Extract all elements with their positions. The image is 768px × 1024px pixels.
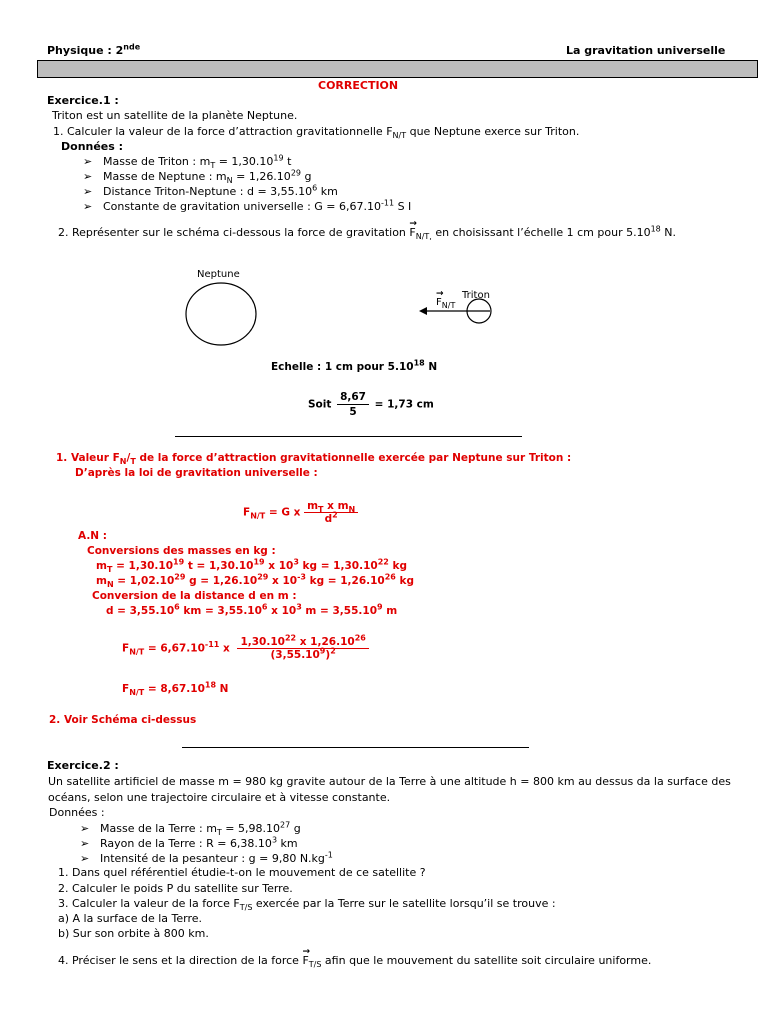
soit-numerator: 8,67 — [337, 390, 369, 405]
ex2-q4: 4. Préciser le sens et la direction de la force → $F_{T/S}$ afin que le mouvement du satellite soit circulaire uniforme. — [58, 954, 651, 968]
triton-force-diagram — [415, 296, 500, 326]
ex2-q1: 1. Dans quel référentiel étudie-t-on le mouvement de ce satellite ? — [58, 866, 426, 879]
ex2-donnees: Données : — [49, 806, 105, 819]
ex2-q3b: b) Sur son orbite à 800 km. — [58, 927, 209, 940]
separator-1 — [175, 436, 522, 437]
bullet-arrow-icon: ➢ — [83, 155, 93, 168]
bullet-arrow-icon: ➢ — [83, 185, 93, 198]
ex2-data-1: ➢ Masse de la Terre : $m_T = 5,98.10^{27}$ g — [80, 820, 301, 838]
d-conversion: $d = 3,55.10^6$ km = $3,55.10^6$ x $10^3$ $m = 3,55.10^9$ m — [106, 602, 398, 617]
ex1-q1: 1. Calculer la valeur de la force d’attraction gravitationnelle $F_{N/T}$ que Neptune exerce sur Triton. — [53, 125, 580, 141]
separator-2 — [182, 747, 529, 748]
ex1-data-2: ➢ Masse de Neptune : $m_N = 1,26.10^{29}$ g — [83, 168, 312, 186]
echelle-line: Echelle : 1 cm pour 5.10$^{18}$ N — [271, 358, 438, 373]
ex1-title: Exercice.1 : — [47, 94, 119, 107]
neptune-circle — [180, 280, 260, 350]
an-label: A.N : — [78, 530, 107, 542]
header-left: Physique : 2nde — [47, 42, 141, 57]
force-arrowhead — [419, 307, 427, 315]
ex2-q3: 3. Calculer la valeur de la force $F_{T/S}$ exercée par la Terre sur le satellite lorsqu’il se trouve : — [58, 897, 556, 913]
ex1-data-4: ➢ Constante de gravitation universelle : $G = 6,67.10^{-11}$ S I — [83, 198, 412, 213]
triton-label: Triton — [462, 290, 490, 301]
mn-conversion: $m_N = 1,02.10^{29}$ $g = 1,26.10^{29}$ x $10^{-3}$ kg = $1,26.10^{26}$ kg — [96, 572, 415, 590]
vector-arrow-icon: → F — [302, 954, 308, 968]
vector-arrow-icon: → F — [409, 226, 415, 240]
ex2-intro-2: océans, selon une trajectoire circulaire et à vitesse constante. — [48, 791, 391, 804]
bullet-arrow-icon: ➢ — [80, 822, 90, 835]
neptune-label: Neptune — [197, 269, 240, 280]
ex1-data-3: ➢ Distance Triton-Neptune : $d = 3,55.10^6$ km — [83, 183, 338, 198]
formula-application: $F_{N/T} = 6,67.10^{-11}$ x $\frac{1,30.10^{22} x 1,26.10^{26}}{(3,55.10^9)^2}$ — [122, 636, 369, 661]
header-right: La gravitation universelle — [566, 44, 726, 57]
ex1-data-1: ➢ Masse de Triton : $m_T = 1,30.10^{19}$ t — [83, 153, 292, 171]
answer-1-law: D’après la loi de gravitation universelle : — [75, 467, 318, 479]
bullet-arrow-icon: ➢ — [80, 837, 90, 850]
answer-2: 2. Voir Schéma ci-dessus — [49, 714, 197, 726]
force-vector-label: → $F_{N/T}$ — [436, 296, 455, 310]
ex2-q2: 2. Calculer le poids P du satellite sur Terre. — [58, 882, 293, 895]
ex1-intro: Triton est un satellite de la planète Neptune. — [52, 109, 298, 122]
ex2-intro-1: Un satellite artificiel de masse m = 980 kg gravite autour de la Terre à une altitude h = 800 km au dessus da la surface des — [48, 775, 731, 788]
ex2-data-2: ➢ Rayon de la Terre : $R = 6,38.10^3$ km — [80, 835, 298, 850]
conv-masses-label: Conversions des masses en kg : — [87, 545, 276, 557]
bullet-arrow-icon: ➢ — [83, 170, 93, 183]
conv-dist-label: Conversion de la distance d en m : — [92, 590, 297, 602]
formula-general: $F_{N/T} = G$ x $\frac{m_T x m_N}{d^2}$ — [243, 500, 358, 525]
bullet-arrow-icon: ➢ — [80, 852, 90, 865]
answer-1-title: 1. Valeur $F_N/_T$ de la force d’attraction gravitationnelle exercée par Neptune sur Triton : — [56, 452, 572, 467]
ex1-q2: 2. Représenter sur le schéma ci-dessous la force de gravitation → $F_{N/T,}$ en choisissant l’échelle 1 cm pour 5.10$^{18}$ N. — [58, 226, 676, 240]
soit-line: Soit $\frac{8,67}{5}$ = 1,73 cm — [308, 391, 434, 418]
mt-conversion: $m_T = 1,30.10^{19}$ $t = 1,30.10^{19}$ x $10^3$ kg = $1,30.10^{22}$ kg — [96, 557, 407, 575]
bullet-arrow-icon: ➢ — [83, 200, 93, 213]
ex1-donnees: Données : — [61, 140, 124, 153]
soit-denominator: 5 — [349, 406, 357, 418]
vector-arrow-icon: → F — [436, 296, 442, 310]
ex2-data-3: ➢ Intensité de la pesanteur : g = 9,80 $N.kg^{-1}$ — [80, 850, 333, 865]
ex2-q3a: a) A la surface de la Terre. — [58, 912, 203, 925]
correction-title: CORRECTION — [318, 79, 399, 92]
ex2-title: Exercice.2 : — [47, 759, 119, 772]
header-bar — [37, 60, 758, 78]
formula-result: $F_{N/T} = 8,67.10^{18}$ N — [122, 680, 229, 698]
